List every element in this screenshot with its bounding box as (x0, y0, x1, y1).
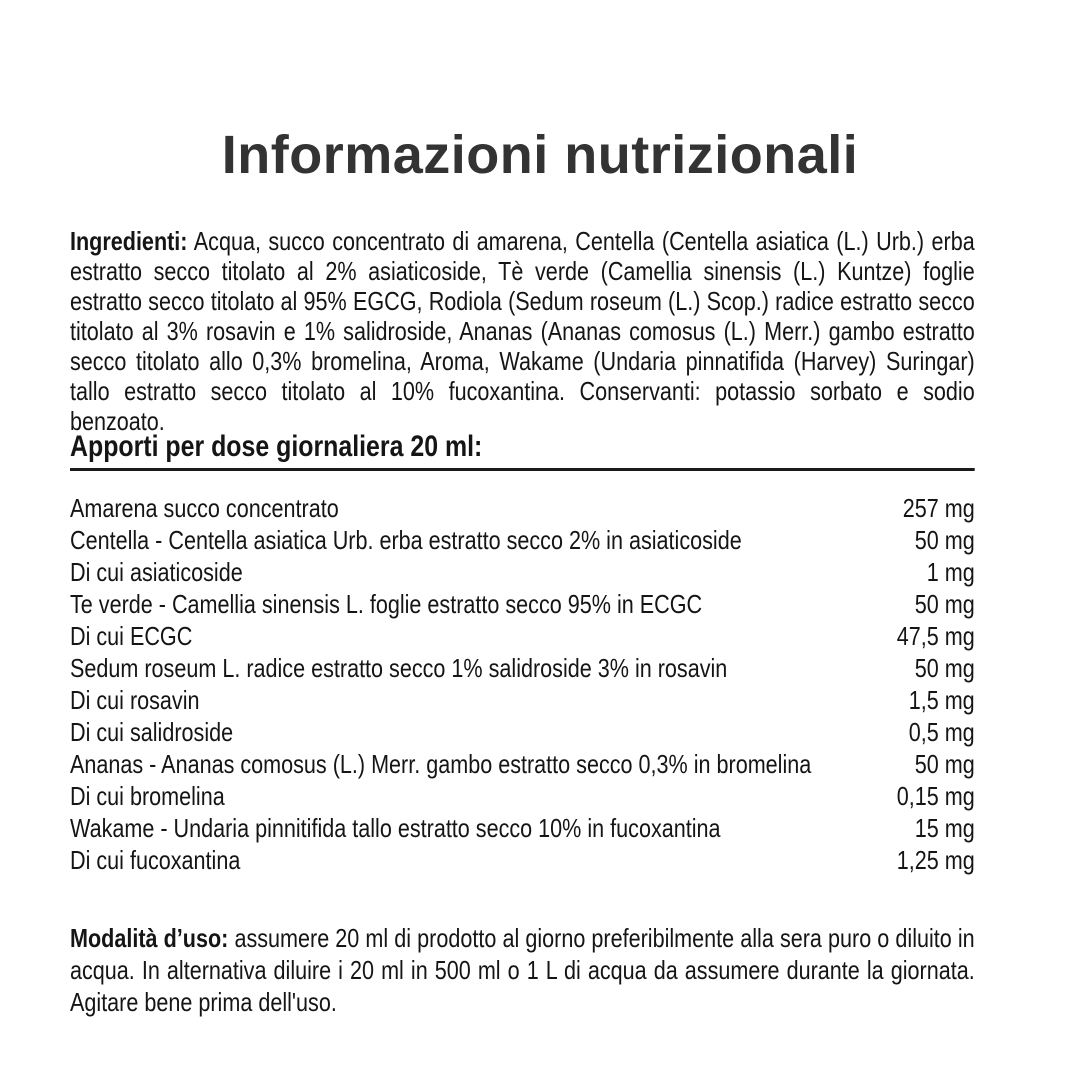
table-row (70, 780, 975, 812)
row-value: 257 mg (902, 493, 975, 523)
table-row (70, 844, 975, 876)
table-row (70, 588, 975, 620)
usage-label: Modalità d’uso: (70, 923, 229, 953)
row-name: Di cui ECGC (70, 621, 193, 651)
row-name: Sedum roseum L. radice estratto secco 1% salidroside 3% in rosavin (70, 653, 728, 683)
row-name: Di cui fucoxantina (70, 845, 241, 875)
table-row (70, 812, 975, 844)
ingredients-label: Ingredienti: (70, 226, 188, 256)
row-name: Di cui salidroside (70, 717, 234, 747)
row-value: 15 mg (914, 813, 975, 843)
usage-text: assumere 20 ml di prodotto al giorno preferibilmente alla sera puro o diluito in acqua. In alternativa diluire i 20 ml in 500 ml o 1 L di acqua da assumere durante la giornata. Agitare bene prima dell'uso. (70, 923, 975, 1017)
dose-table (70, 492, 975, 876)
table-row (70, 684, 975, 716)
row-value: 50 mg (914, 653, 975, 683)
row-value: 1,5 mg (908, 685, 975, 715)
table-row (70, 556, 975, 588)
row-value: 0,5 mg (908, 717, 975, 747)
row-value: 50 mg (914, 749, 975, 779)
table-row (70, 620, 975, 652)
row-value: 47,5 mg (896, 621, 975, 651)
table-row (70, 524, 975, 556)
row-value: 1 mg (926, 557, 975, 587)
ingredients-paragraph (70, 226, 975, 436)
row-value: 0,15 mg (896, 781, 975, 811)
apporti-heading: Apporti per dose giornaliera 20 ml: (70, 430, 483, 463)
row-name: Amarena succo concentrato (70, 493, 339, 523)
table-row (70, 748, 975, 780)
table-row (70, 716, 975, 748)
row-name: Di cui rosavin (70, 685, 200, 715)
row-name: Wakame - Undaria pinnitifida tallo estratto secco 10% in fucoxantina (70, 813, 721, 843)
ingredients-text: Acqua, succo concentrato di amarena, Centella (Centella asiatica (L.) Urb.) erba estratto secco titolato al 2% asiaticoside, Tè verde (Camellia sinensis (L.) Kuntze) foglie estratto secco titolato al 95% EGCG, Rodiola (Sedum roseum (L.) Scop.) radice estratto secco titolato al 3% rosavin e 1% salidroside, Ananas (Ananas comosus (L.) Merr.) gambo estratto secco titolato allo 0,3% bromelina, Aroma, Wakame (Undaria pinnatifida (Harvey) Suringar) tallo estratto secco titolato al 10% fucoxantina. Conservanti: potassio sorbato e sodio benzoato. (70, 226, 975, 436)
usage-paragraph (70, 922, 975, 1018)
row-name: Di cui bromelina (70, 781, 225, 811)
table-row (70, 652, 975, 684)
page-title: Informazioni nutrizionali (221, 125, 859, 186)
table-row (70, 492, 975, 524)
row-name: Di cui asiaticoside (70, 557, 243, 587)
row-name: Ananas - Ananas comosus (L.) Merr. gambo estratto secco 0,3% in bromelina (70, 749, 812, 779)
row-value: 1,25 mg (896, 845, 975, 875)
apporti-divider (70, 468, 975, 471)
row-name: Te verde - Camellia sinensis L. foglie estratto secco 95% in ECGC (70, 589, 703, 619)
row-value: 50 mg (914, 525, 975, 555)
row-value: 50 mg (914, 589, 975, 619)
label-body (70, 0, 975, 1080)
row-name: Centella - Centella asiatica Urb. erba estratto secco 2% in asiaticoside (70, 525, 742, 555)
